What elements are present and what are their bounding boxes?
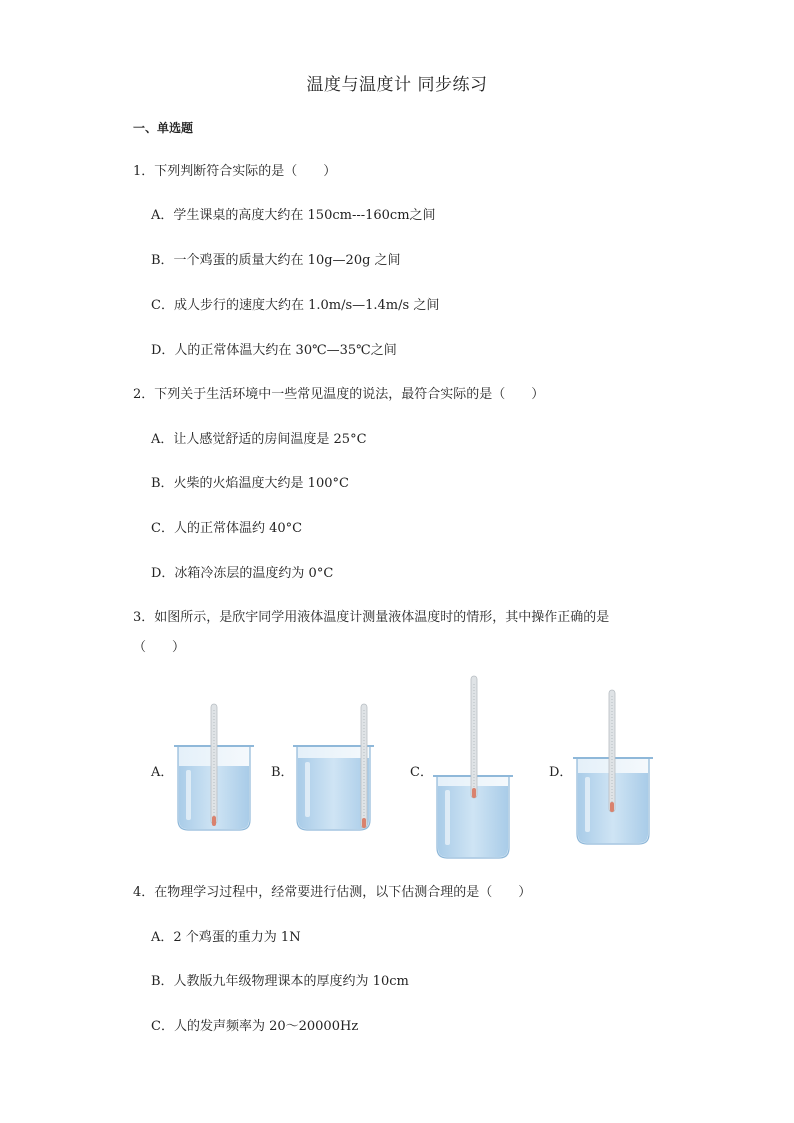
section-heading: 一、单选题 bbox=[133, 121, 194, 135]
question-4-option-c: C．人的发声频率为 20～20000Hz bbox=[151, 1019, 359, 1034]
question-1-option-a: A．学生课桌的高度大约在 150cm---160cm之间 bbox=[151, 208, 436, 223]
figure-label-a: A． bbox=[151, 765, 174, 780]
thermometer-d bbox=[609, 690, 615, 812]
thermometer-a bbox=[211, 704, 217, 826]
thermometer-b bbox=[361, 704, 367, 828]
question-1-option-b: B．一个鸡蛋的质量大约在 10g—20g 之间 bbox=[151, 253, 401, 268]
question-2-stem: 2．下列关于生活环境中一些常见温度的说法，最符合实际的是（ ） bbox=[133, 387, 545, 402]
question-2-option-a: A．让人感觉舒适的房间温度是 25°C bbox=[151, 432, 367, 447]
question-3-stem: 3．如图所示，是欣宇同学用液体温度计测量液体温度时的情形，其中操作正确的是 bbox=[133, 610, 610, 625]
question-1-option-c: C．成人步行的速度大约在 1.0m/s—1.4m/s 之间 bbox=[151, 298, 440, 313]
question-1-stem: 1．下列判断符合实际的是（ ） bbox=[133, 164, 337, 179]
thermometer-c bbox=[471, 676, 477, 798]
question-2-option-b: B．火柴的火焰温度大约是 100°C bbox=[151, 476, 349, 491]
figure-label-d: D． bbox=[549, 765, 573, 780]
figure-label-b: B． bbox=[271, 765, 294, 780]
beaker-d bbox=[573, 690, 653, 844]
question-2-option-c: C．人的正常体温约 40°C bbox=[151, 521, 303, 536]
question-4-stem: 4．在物理学习过程中，经常要进行估测，以下估测合理的是（ ） bbox=[133, 885, 532, 900]
beaker-a bbox=[174, 704, 254, 830]
question-1-option-d: D．人的正常体温大约在 30℃—35℃之间 bbox=[151, 343, 397, 358]
question-2-option-d: D．冰箱冷冻层的温度约为 0°C bbox=[151, 566, 334, 581]
question-3-stem-continued: （ ） bbox=[133, 640, 186, 655]
question-4-option-b: B．人教版九年级物理课本的厚度约为 10cm bbox=[151, 974, 409, 989]
question-4-option-a: A．2 个鸡蛋的重力为 1N bbox=[151, 930, 301, 945]
page-title: 温度与温度计 同步练习 bbox=[306, 75, 488, 95]
figure-label-c: C． bbox=[410, 765, 433, 780]
beaker-c bbox=[433, 676, 513, 858]
beaker-b bbox=[293, 704, 374, 830]
beaker-thermometer-figure bbox=[0, 660, 794, 870]
